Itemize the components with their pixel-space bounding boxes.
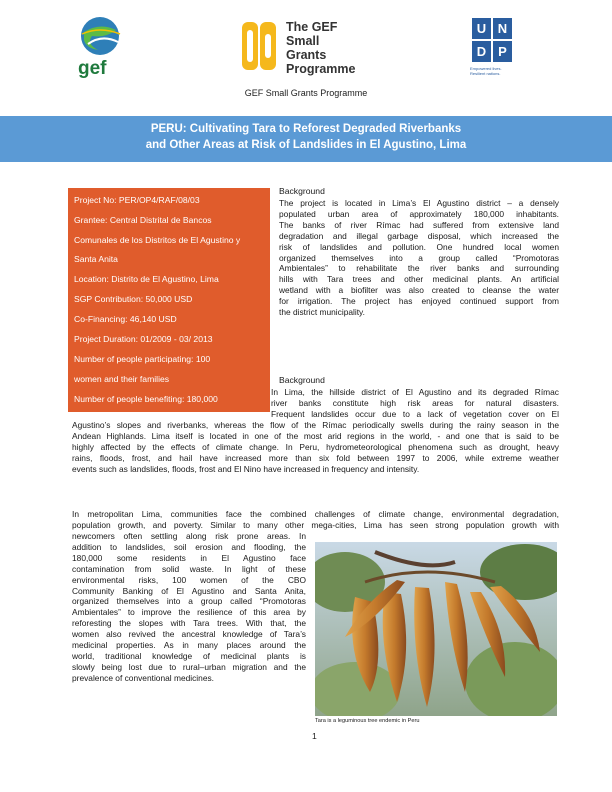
sgp-logo-text (286, 20, 358, 76)
text-line: 180,000 some residents in El Agustino face (72, 552, 306, 563)
project-info-line: Number of people participating: 100 (74, 354, 211, 364)
undp-letter: N (497, 21, 508, 36)
project-info-line: Number of people benefiting: 180,000 (74, 394, 218, 404)
tara-pods-photo (315, 542, 557, 716)
text-line: river banks constitute high risk areas for natural disasters. (271, 397, 559, 408)
gef-globe-icon (72, 14, 132, 60)
undp-logo (470, 16, 514, 78)
project-info-line: Co-Financing: 46,140 USD (74, 314, 177, 324)
text-line: Ambientales” to improve the resilience of this area by (72, 607, 306, 618)
photo-caption: Tara is a leguminous tree endemic in Peru (315, 718, 420, 724)
text-line: degradation and illegal garbage disposal, which increased the (279, 230, 559, 241)
project-info-line: women and their families (74, 374, 170, 384)
text-line: In metropolitan Lima, communities face the combined challenges of climate change, environmental degradation, (72, 509, 559, 519)
text-line: medicinal properties. As in many places around the (72, 640, 306, 651)
title-line: and Other Areas at Risk of Landslides in El Agustino, Lima (145, 139, 467, 151)
gef-logo (72, 14, 132, 80)
undp-grid-icon (470, 16, 514, 64)
sgp-line: Programme (286, 62, 356, 76)
project-info-line: Project Duration: 01/2009 - 03/ 2013 (74, 334, 213, 344)
section-heading: Background (279, 375, 325, 385)
text-line: wetland with a biofilter was also created to cleanse the water (279, 285, 559, 296)
text-line: organized themselves into a group called “Promotoras (279, 252, 559, 263)
text-line: slowly being lost due to rural–urban migration and the (72, 661, 306, 672)
background1-text (279, 198, 559, 318)
header-label: GEF Small Grants Programme (244, 88, 368, 98)
title-band (0, 116, 612, 162)
undp-letter: U (476, 21, 487, 36)
background2-side-text (271, 387, 559, 420)
text-line: In Lima, the hillside district of El Agustino and its degraded Rímac (271, 387, 559, 397)
text-line: newcomers often settling along risk prone areas. In (72, 531, 306, 541)
undp-caption: Empowered lives. Resilient nations. (470, 66, 502, 76)
text-line: Ambientales” to rehabilitate the river banks and surrounding (279, 263, 559, 274)
project-info-line: SGP Contribution: 50,000 USD (74, 294, 193, 304)
text-line: Community Banking of El Agustino and Santa Anita, (72, 585, 306, 596)
sgp-line: Small Grants (286, 34, 327, 62)
text-line: the district municipality. (279, 307, 365, 318)
text-line: addition to landslides, soil erosion and flooding, the (72, 541, 306, 552)
undp-letter: P (498, 44, 507, 59)
text-line: rains, floods, frost, and hail have increased more than six fold between 1997 to 2006, while extreme weather (72, 452, 559, 463)
text-line: women also revived the ancestral knowledge of Tara’s (72, 629, 306, 640)
project-info-line: Grantee: Central Distrital de Bancos (74, 215, 212, 225)
sgp-logo (238, 20, 358, 76)
text-line: highly affected by the effects of climate change. In Peru, hydrometeorological phenomena such as drought, heavy (72, 441, 559, 452)
text-line: environmental risks, 100 women of the CBO (72, 574, 306, 585)
paragraph3-left-text (72, 531, 306, 684)
project-info-line: Santa Anita (74, 254, 118, 264)
text-line: Andean Highlands. Lima itself is located in one of the most arid regions in the world, - and one that is said to be (72, 430, 559, 441)
text-line: reforesting the slopes with Tara trees. With that, the (72, 618, 306, 629)
project-info-box (68, 188, 270, 412)
text-line: world, traditional knowledge of medicinal plants is (72, 650, 306, 661)
sgp-line: The GEF (286, 20, 338, 34)
paragraph3-full-text (72, 509, 559, 531)
gef-logo-text: gef (78, 58, 107, 79)
background2-full-text (72, 420, 559, 475)
undp-letter: D (476, 44, 487, 59)
text-line: The banks of river Rímac had suffered from extensive land (279, 219, 559, 230)
text-line: Agustino’s slopes and riverbanks, whereas the flow of the Rímac periodically swells during the rainy season in the (72, 420, 559, 430)
title-line: PERU: Cultivating Tara to Reforest Degraded Riverbanks (150, 123, 462, 135)
text-line: populated urban area of approximately 180,000 inhabitants. (279, 208, 559, 219)
text-line: organized themselves into a group called “Promotoras (72, 596, 306, 607)
tara-photo-image (315, 542, 557, 716)
text-line: for irrigation. The project has enjoyed continued support from (279, 296, 559, 307)
text-line: hills with Tara trees and other medicinal plants. An artificial (279, 274, 559, 285)
text-line: population growth, and poverty. Similar to many other mega-cities, Lima has seen strong population growth with (72, 519, 559, 530)
text-line: risk of landslides and pollution. One hundred local women (279, 241, 559, 252)
text-line: events such as landslides, floods, frost and El Nino have increased in frequency and intensity. (72, 463, 420, 474)
text-line: contamination from solid waste. In light of these (72, 563, 306, 574)
sgp-mark-icon (238, 20, 282, 72)
project-info-line: Project No: PER/OP4/RAF/08/03 (74, 195, 200, 205)
text-line: prevalence of conventional medicines. (72, 672, 214, 683)
text-line: Frequent landslides occur due to a lack of vegetation cover on El (271, 408, 559, 419)
text-line: The project is located in Lima’s El Agustino district – a densely (279, 198, 559, 208)
page-number: 1 (312, 731, 317, 741)
project-info-line: Comunales de los Distritos de El Agustino y (74, 235, 241, 245)
project-info-line: Location: Distrito de El Agustino, Lima (74, 274, 219, 284)
section-heading: Background (279, 186, 325, 196)
